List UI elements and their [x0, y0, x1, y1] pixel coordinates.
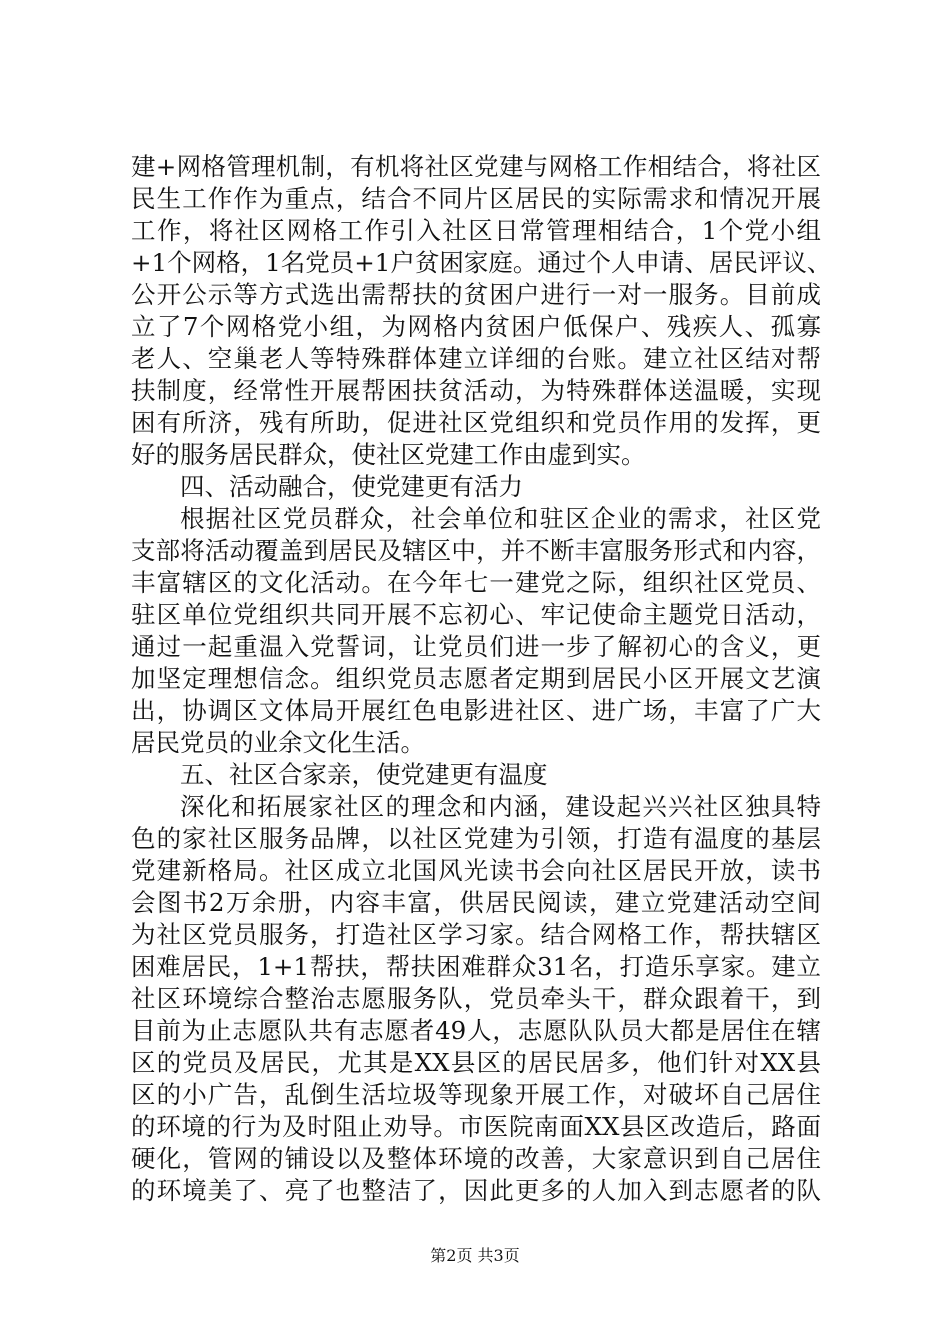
text-line: 根据社区党员群众，社会单位和驻区企业的需求，社区党 — [180, 504, 821, 533]
text-line: 区的党员及居民，尤其是XX县区的居民居多，他们针对XX县 — [131, 1048, 821, 1077]
text-line: 党建新格局。社区成立北国风光读书会向社区居民开放，读书 — [131, 856, 821, 885]
text-line: 民生工作作为重点，结合不同片区居民的实际需求和情况开展 — [131, 184, 821, 213]
text-line: 加坚定理想信念。组织党员志愿者定期到居民小区开展文艺演 — [131, 664, 821, 693]
text-line: 出，协调区文体局开展红色电影进社区、进广场，丰富了广大 — [131, 696, 821, 725]
text-line: 目前为止志愿队共有志愿者49人，志愿队队员大都是居住在辖 — [131, 1016, 821, 1045]
section-heading: 五、社区合家亲，使党建更有温度 — [180, 760, 548, 789]
text-line: 工作，将社区网格工作引入社区日常管理相结合，1个党小组 — [131, 216, 821, 245]
text-line: 的环境的行为及时阻止劝导。市医院南面XX县区改造后，路面 — [131, 1112, 821, 1141]
text-line: 立了7个网格党小组，为网格内贫困户低保户、残疾人、孤寡 — [131, 312, 821, 341]
text-line: 会图书2万余册，内容丰富，供居民阅读，建立党建活动空间 — [131, 888, 821, 917]
text-line: 社区环境综合整治志愿服务队，党员牵头干，群众跟着干，到 — [131, 984, 821, 1013]
text-line: 老人、空巢老人等特殊群体建立详细的台账。建立社区结对帮 — [131, 344, 821, 373]
text-line: 建+网格管理机制，有机将社区党建与网格工作相结合，将社区 — [131, 152, 821, 181]
text-line: 硬化，管网的铺设以及整体环境的改善，大家意识到自己居住 — [131, 1144, 821, 1173]
section-heading: 四、活动融合，使党建更有活力 — [180, 472, 523, 501]
text-line: 驻区单位党组织共同开展不忘初心、牢记使命主题党日活动， — [131, 600, 821, 629]
text-line: +1个网格，1名党员+1户贫困家庭。通过个人申请、居民评议、 — [131, 248, 832, 277]
text-line: 居民党员的业余文化生活。 — [131, 728, 425, 757]
text-line: 的环境美了、亮了也整洁了，因此更多的人加入到志愿者的队 — [131, 1176, 821, 1205]
text-line: 为社区党员服务，打造社区学习家。结合网格工作，帮扶辖区 — [131, 920, 821, 949]
text-line: 困难居民，1+1帮扶，帮扶困难群众31名，打造乐享家。建立 — [131, 952, 821, 981]
text-line: 深化和拓展家社区的理念和内涵，建设起兴兴社区独具特 — [180, 792, 821, 821]
text-line: 公开公示等方式选出需帮扶的贫困户进行一对一服务。目前成 — [131, 280, 821, 309]
body-text — [131, 151, 832, 1207]
text-line: 好的服务居民群众，使社区党建工作由虚到实。 — [131, 440, 646, 469]
text-line: 扶制度，经常性开展帮困扶贫活动，为特殊群体送温暖，实现 — [131, 376, 821, 405]
text-line: 色的家社区服务品牌，以社区党建为引领，打造有温度的基层 — [131, 824, 821, 853]
page-footer: 第2页 共3页 — [430, 1246, 520, 1265]
text-line: 通过一起重温入党誓词，让党员们进一步了解初心的含义，更 — [131, 632, 821, 661]
text-line: 困有所济，残有所助，促进社区党组织和党员作用的发挥，更 — [131, 408, 821, 437]
text-line: 支部将活动覆盖到居民及辖区中，并不断丰富服务形式和内容， — [131, 536, 821, 565]
text-line: 区的小广告，乱倒生活垃圾等现象开展工作，对破坏自己居住 — [131, 1080, 821, 1109]
text-line: 丰富辖区的文化活动。在今年七一建党之际，组织社区党员、 — [131, 568, 821, 597]
